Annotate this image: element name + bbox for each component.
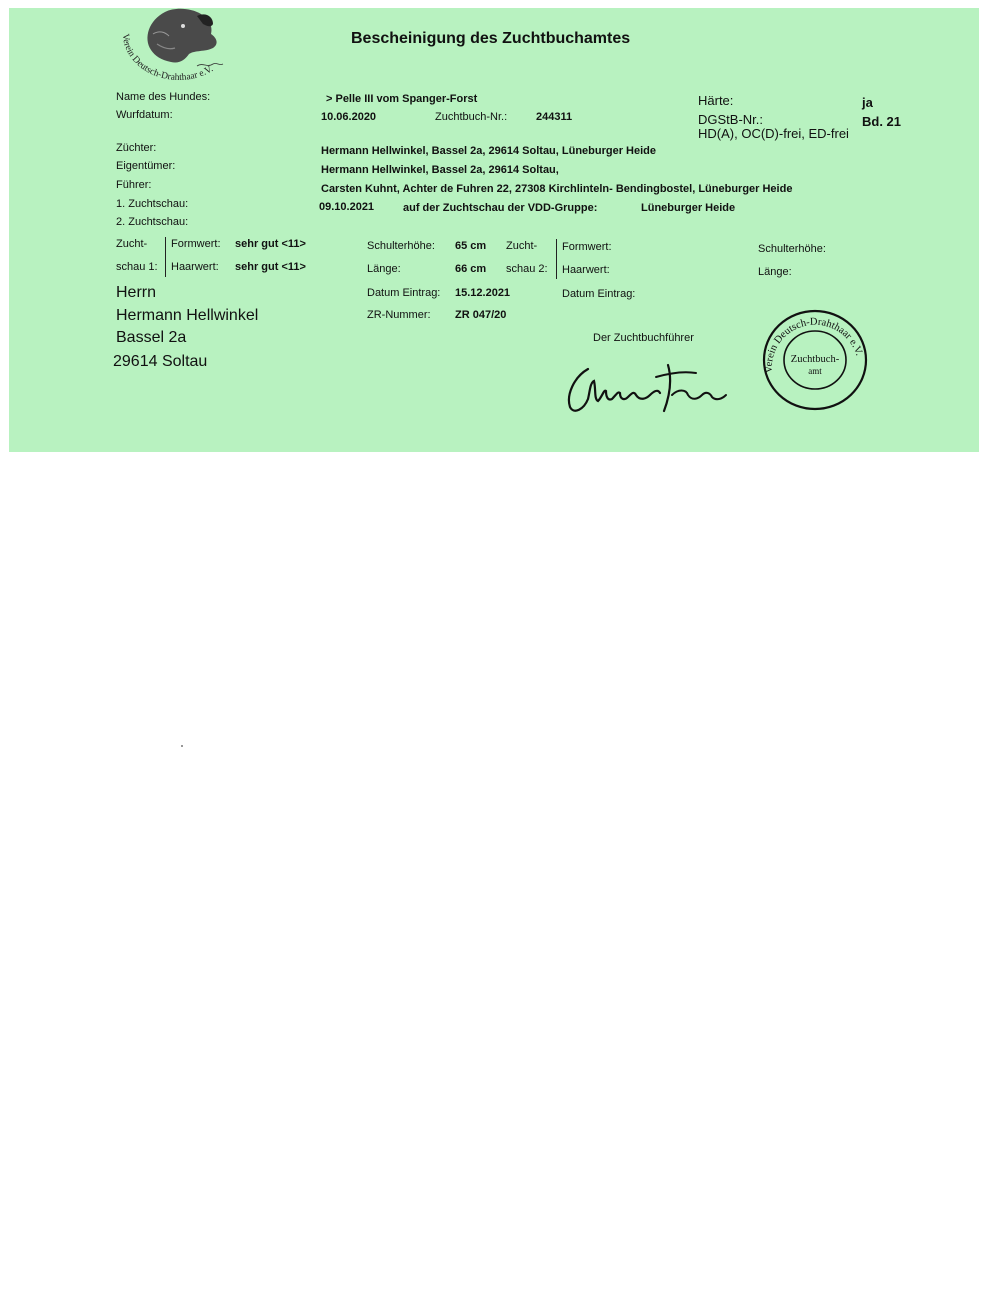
- dog-name-label: Name des Hundes:: [116, 91, 211, 103]
- show1-entry-value: 15.12.2021: [455, 287, 511, 299]
- birth-date-label: Wurfdatum:: [116, 109, 173, 121]
- studbook-value: 244311: [536, 111, 573, 123]
- show1-row-label: 1. Zuchtschau:: [116, 198, 189, 210]
- show1-height-label: Schulterhöhe:: [367, 240, 435, 252]
- show2-hair-label: Haarwert:: [562, 264, 610, 276]
- show1-label-line1: Zucht-: [116, 238, 148, 250]
- birth-date-value: 10.06.2020: [321, 111, 377, 123]
- show2-height-label: Schulterhöhe:: [758, 243, 826, 255]
- show1-text: auf der Zuchtschau der VDD-Gruppe:: [403, 202, 598, 214]
- scan-speck: [181, 745, 183, 747]
- show1-length-label: Länge:: [367, 263, 401, 275]
- haerte-value: ja: [862, 95, 873, 110]
- logo-ring-text: Verein Deutsch-Drahthaar e.V.: [119, 33, 216, 84]
- show2-label-line1: Zucht-: [506, 240, 538, 252]
- signature-role: Der Zuchtbuchführer: [593, 332, 694, 344]
- dog-name-value: > Pelle III vom Spanger-Forst: [326, 93, 478, 105]
- studbook-label: Zuchtbuch-Nr.:: [435, 111, 508, 123]
- show1-form-label: Formwert:: [171, 238, 221, 250]
- page-title: Bescheinigung des Zuchtbuchamtes: [351, 30, 631, 47]
- signature: [560, 355, 730, 420]
- dgstb-label: DGStB-Nr.:: [698, 112, 764, 127]
- stamp-center-line1: Zuchtbuch-: [790, 354, 840, 365]
- show1-label-line2: schau 1:: [116, 261, 158, 273]
- show2-entry-label: Datum Eintrag:: [562, 288, 636, 300]
- zr-number-label: ZR-Nummer:: [367, 309, 431, 321]
- dgstb-value: Bd. 21: [862, 114, 902, 129]
- show2-length-label: Länge:: [758, 266, 792, 278]
- address-city: 29614 Soltau: [113, 353, 208, 370]
- show1-length-value: 66 cm: [455, 263, 487, 275]
- show1-divider: [165, 237, 166, 277]
- address-name: Hermann Hellwinkel: [116, 307, 259, 324]
- handler-label: Führer:: [116, 179, 152, 191]
- show2-label-line2: schau 2:: [506, 263, 548, 275]
- show2-divider: [556, 239, 557, 279]
- health-results: HD(A), OC(D)-frei, ED-frei: [698, 126, 849, 141]
- zr-number-value: ZR 047/20: [455, 309, 507, 321]
- show1-form-value: sehr gut <11>: [235, 238, 306, 250]
- address-salutation: Herrn: [116, 284, 157, 301]
- show2-form-label: Formwert:: [562, 241, 612, 253]
- handler-value: Carsten Kuhnt, Achter de Fuhren 22, 27308 Kirchlinteln- Bendingbostel, Lüneburger Heide: [321, 183, 793, 195]
- breeder-label: Züchter:: [116, 142, 157, 154]
- show1-hair-label: Haarwert:: [171, 261, 219, 273]
- address-street: Bassel 2a: [116, 329, 187, 346]
- show1-date: 09.10.2021: [319, 201, 375, 213]
- breeder-value: Hermann Hellwinkel, Bassel 2a, 29614 Soltau, Lüneburger Heide: [321, 145, 657, 157]
- show1-region: Lüneburger Heide: [641, 202, 736, 214]
- show1-hair-value: sehr gut <11>: [235, 261, 306, 273]
- stamp-ring-text: Verein Deutsch-Drahthaar e.V.: [763, 316, 865, 374]
- stamp-center-line2: amt: [808, 366, 822, 376]
- dog-head-icon: [147, 9, 216, 63]
- haerte-label: Härte:: [698, 93, 734, 108]
- owner-label: Eigentümer:: [116, 160, 176, 172]
- show2-row-label: 2. Zuchtschau:: [116, 216, 189, 228]
- owner-value: Hermann Hellwinkel, Bassel 2a, 29614 Soltau,: [321, 164, 559, 176]
- show1-entry-label: Datum Eintrag:: [367, 287, 441, 299]
- show1-height-value: 65 cm: [455, 240, 487, 252]
- club-logo: [113, 4, 245, 86]
- official-stamp: [760, 307, 870, 413]
